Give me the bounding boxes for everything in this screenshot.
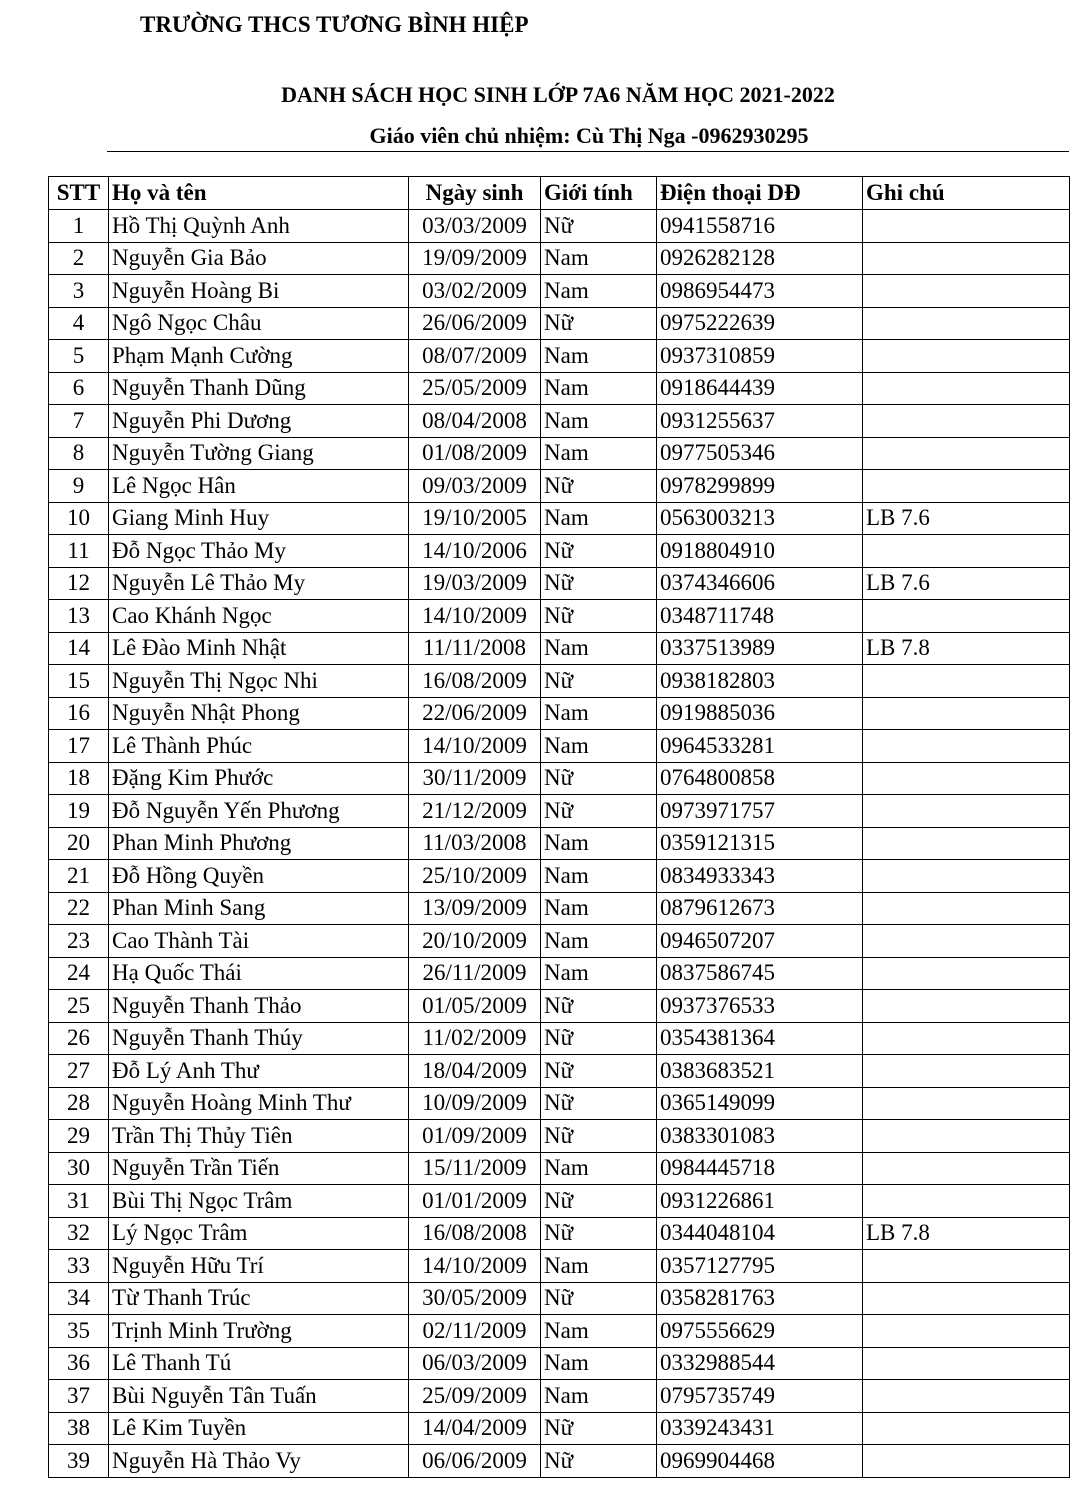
- cell-gender: Nam: [541, 1152, 657, 1185]
- table-row: [49, 990, 1070, 1023]
- cell-dob: 02/11/2009: [409, 1315, 541, 1348]
- cell-phone: 0374346606: [657, 567, 863, 600]
- cell-name: Nguyễn Gia Bảo: [109, 242, 409, 275]
- table-row: [49, 1152, 1070, 1185]
- cell-stt: 36: [49, 1347, 109, 1380]
- cell-name: Đỗ Nguyễn Yến Phương: [109, 795, 409, 828]
- cell-gender: Nữ: [541, 665, 657, 698]
- cell-stt: 13: [49, 600, 109, 633]
- cell-name: Đỗ Ngọc Thảo My: [109, 535, 409, 568]
- table-row: [49, 1380, 1070, 1413]
- cell-gender: Nữ: [541, 470, 657, 503]
- cell-gender: Nam: [541, 405, 657, 438]
- cell-note: [863, 925, 1070, 958]
- cell-gender: Nam: [541, 730, 657, 763]
- cell-stt: 20: [49, 827, 109, 860]
- table-row: [49, 1022, 1070, 1055]
- cell-phone: 0938182803: [657, 665, 863, 698]
- cell-note: [863, 860, 1070, 893]
- cell-name: Phạm Mạnh Cường: [109, 340, 409, 373]
- table-row: [49, 405, 1070, 438]
- cell-phone: 0984445718: [657, 1152, 863, 1185]
- cell-phone: 0365149099: [657, 1087, 863, 1120]
- cell-stt: 33: [49, 1250, 109, 1283]
- cell-dob: 25/10/2009: [409, 860, 541, 893]
- cell-note: [863, 665, 1070, 698]
- cell-stt: 35: [49, 1315, 109, 1348]
- cell-name: Giang Minh Huy: [109, 502, 409, 535]
- cell-dob: 11/02/2009: [409, 1022, 541, 1055]
- cell-phone: 0937376533: [657, 990, 863, 1023]
- cell-dob: 14/10/2009: [409, 730, 541, 763]
- cell-stt: 5: [49, 340, 109, 373]
- cell-note: [863, 405, 1070, 438]
- cell-gender: Nữ: [541, 1217, 657, 1250]
- cell-gender: Nữ: [541, 1120, 657, 1153]
- cell-note: [863, 1120, 1070, 1153]
- cell-dob: 08/04/2008: [409, 405, 541, 438]
- cell-dob: 20/10/2009: [409, 925, 541, 958]
- cell-dob: 11/11/2008: [409, 632, 541, 665]
- table-row: [49, 600, 1070, 633]
- cell-phone: 0931226861: [657, 1185, 863, 1218]
- cell-name: Nguyễn Thanh Thúy: [109, 1022, 409, 1055]
- cell-gender: Nữ: [541, 1412, 657, 1445]
- table-row: [49, 1185, 1070, 1218]
- table-row: [49, 892, 1070, 925]
- cell-gender: Nữ: [541, 1185, 657, 1218]
- cell-dob: 19/03/2009: [409, 567, 541, 600]
- cell-phone: 0977505346: [657, 437, 863, 470]
- cell-dob: 06/03/2009: [409, 1347, 541, 1380]
- cell-gender: Nữ: [541, 1022, 657, 1055]
- cell-phone: 0879612673: [657, 892, 863, 925]
- cell-stt: 17: [49, 730, 109, 763]
- table-row: [49, 1412, 1070, 1445]
- page-title: DANH SÁCH HỌC SINH LỚP 7A6 NĂM HỌC 2021-2022: [281, 82, 835, 107]
- cell-dob: 01/01/2009: [409, 1185, 541, 1218]
- cell-phone: 0973971757: [657, 795, 863, 828]
- cell-note: LB 7.8: [863, 632, 1070, 665]
- cell-dob: 10/09/2009: [409, 1087, 541, 1120]
- cell-dob: 26/11/2009: [409, 957, 541, 990]
- cell-name: Nguyễn Lê Thảo My: [109, 567, 409, 600]
- cell-gender: Nam: [541, 372, 657, 405]
- cell-phone: 0332988544: [657, 1347, 863, 1380]
- cell-note: [863, 340, 1070, 373]
- header-phone: Điện thoại DĐ: [657, 177, 863, 210]
- cell-name: Đỗ Lý Anh Thư: [109, 1055, 409, 1088]
- cell-stt: 12: [49, 567, 109, 600]
- cell-note: [863, 827, 1070, 860]
- cell-gender: Nữ: [541, 1087, 657, 1120]
- table-row: [49, 1055, 1070, 1088]
- table-row: [49, 1445, 1070, 1478]
- cell-name: Lê Đào Minh Nhật: [109, 632, 409, 665]
- table-row: [49, 340, 1070, 373]
- cell-note: [863, 600, 1070, 633]
- student-table: [48, 176, 1070, 1478]
- cell-name: Trần Thị Thủy Tiên: [109, 1120, 409, 1153]
- cell-dob: 03/02/2009: [409, 275, 541, 308]
- cell-gender: Nam: [541, 502, 657, 535]
- cell-name: Cao Thành Tài: [109, 925, 409, 958]
- cell-stt: 4: [49, 307, 109, 340]
- cell-gender: Nam: [541, 697, 657, 730]
- cell-name: Nguyễn Tường Giang: [109, 437, 409, 470]
- cell-phone: 0964533281: [657, 730, 863, 763]
- cell-phone: 0975222639: [657, 307, 863, 340]
- cell-note: [863, 437, 1070, 470]
- table-row: [49, 1087, 1070, 1120]
- cell-phone: 0946507207: [657, 925, 863, 958]
- cell-phone: 0354381364: [657, 1022, 863, 1055]
- cell-stt: 39: [49, 1445, 109, 1478]
- cell-dob: 19/10/2005: [409, 502, 541, 535]
- cell-dob: 09/03/2009: [409, 470, 541, 503]
- cell-note: [863, 242, 1070, 275]
- cell-stt: 26: [49, 1022, 109, 1055]
- cell-gender: Nam: [541, 892, 657, 925]
- cell-dob: 30/05/2009: [409, 1282, 541, 1315]
- cell-note: [863, 1022, 1070, 1055]
- header-stt: STT: [49, 177, 109, 210]
- cell-note: [863, 1315, 1070, 1348]
- table-row: [49, 470, 1070, 503]
- cell-phone: 0919885036: [657, 697, 863, 730]
- cell-note: LB 7.6: [863, 502, 1070, 535]
- cell-dob: 08/07/2009: [409, 340, 541, 373]
- cell-name: Cao Khánh Ngọc: [109, 600, 409, 633]
- table-row: [49, 535, 1070, 568]
- cell-name: Đặng Kim Phước: [109, 762, 409, 795]
- cell-phone: 0969904468: [657, 1445, 863, 1478]
- cell-dob: 06/06/2009: [409, 1445, 541, 1478]
- cell-stt: 2: [49, 242, 109, 275]
- table-row: [49, 730, 1070, 763]
- cell-gender: Nam: [541, 827, 657, 860]
- cell-dob: 30/11/2009: [409, 762, 541, 795]
- cell-stt: 31: [49, 1185, 109, 1218]
- cell-gender: Nam: [541, 275, 657, 308]
- cell-name: Nguyễn Hà Thảo Vy: [109, 1445, 409, 1478]
- cell-name: Nguyễn Thanh Dũng: [109, 372, 409, 405]
- cell-gender: Nam: [541, 340, 657, 373]
- cell-name: Nguyễn Hữu Trí: [109, 1250, 409, 1283]
- cell-gender: Nam: [541, 925, 657, 958]
- cell-note: [863, 730, 1070, 763]
- cell-phone: 0337513989: [657, 632, 863, 665]
- cell-gender: Nữ: [541, 1055, 657, 1088]
- cell-stt: 11: [49, 535, 109, 568]
- table-row: [49, 1347, 1070, 1380]
- cell-phone: 0339243431: [657, 1412, 863, 1445]
- table-row: [49, 957, 1070, 990]
- cell-dob: 14/04/2009: [409, 1412, 541, 1445]
- cell-phone: 0795735749: [657, 1380, 863, 1413]
- cell-note: [863, 1250, 1070, 1283]
- cell-gender: Nam: [541, 1380, 657, 1413]
- cell-name: Lê Thành Phúc: [109, 730, 409, 763]
- cell-stt: 18: [49, 762, 109, 795]
- cell-stt: 21: [49, 860, 109, 893]
- cell-stt: 6: [49, 372, 109, 405]
- cell-name: Đỗ Hồng Quyền: [109, 860, 409, 893]
- table-row: [49, 1120, 1070, 1153]
- cell-gender: Nữ: [541, 210, 657, 243]
- table-row: [49, 632, 1070, 665]
- cell-gender: Nam: [541, 957, 657, 990]
- cell-name: Nguyễn Hoàng Minh Thư: [109, 1087, 409, 1120]
- cell-gender: Nữ: [541, 762, 657, 795]
- cell-note: [863, 892, 1070, 925]
- table-row: [49, 795, 1070, 828]
- cell-phone: 0931255637: [657, 405, 863, 438]
- cell-dob: 14/10/2009: [409, 600, 541, 633]
- cell-dob: 26/06/2009: [409, 307, 541, 340]
- cell-note: [863, 795, 1070, 828]
- cell-stt: 10: [49, 502, 109, 535]
- cell-phone: 0383301083: [657, 1120, 863, 1153]
- student-rows: [49, 210, 1070, 1478]
- cell-phone: 0978299899: [657, 470, 863, 503]
- cell-phone: 0975556629: [657, 1315, 863, 1348]
- cell-phone: 0941558716: [657, 210, 863, 243]
- cell-dob: 25/09/2009: [409, 1380, 541, 1413]
- cell-phone: 0359121315: [657, 827, 863, 860]
- table-row: [49, 827, 1070, 860]
- cell-gender: Nam: [541, 1347, 657, 1380]
- cell-name: Phan Minh Sang: [109, 892, 409, 925]
- cell-note: LB 7.6: [863, 567, 1070, 600]
- cell-dob: 19/09/2009: [409, 242, 541, 275]
- cell-stt: 19: [49, 795, 109, 828]
- cell-note: [863, 275, 1070, 308]
- cell-name: Nguyễn Nhật Phong: [109, 697, 409, 730]
- table-row: [49, 1282, 1070, 1315]
- cell-name: Nguyễn Phi Dương: [109, 405, 409, 438]
- cell-name: Nguyễn Trần Tiến: [109, 1152, 409, 1185]
- cell-stt: 1: [49, 210, 109, 243]
- header-name: Họ và tên: [109, 177, 409, 210]
- cell-gender: Nữ: [541, 990, 657, 1023]
- table-row: [49, 1217, 1070, 1250]
- cell-dob: 14/10/2009: [409, 1250, 541, 1283]
- table-header-row: [49, 177, 1070, 210]
- cell-dob: 16/08/2008: [409, 1217, 541, 1250]
- cell-phone: 0926282128: [657, 242, 863, 275]
- cell-stt: 14: [49, 632, 109, 665]
- cell-dob: 18/04/2009: [409, 1055, 541, 1088]
- table-row: [49, 502, 1070, 535]
- cell-name: Hồ Thị Quỳnh Anh: [109, 210, 409, 243]
- cell-gender: Nam: [541, 242, 657, 275]
- cell-name: Lê Ngọc Hân: [109, 470, 409, 503]
- cell-stt: 8: [49, 437, 109, 470]
- cell-stt: 7: [49, 405, 109, 438]
- cell-note: [863, 990, 1070, 1023]
- cell-note: [863, 1347, 1070, 1380]
- cell-note: [863, 470, 1070, 503]
- cell-name: Phan Minh Phương: [109, 827, 409, 860]
- cell-stt: 24: [49, 957, 109, 990]
- cell-name: Lê Thanh Tú: [109, 1347, 409, 1380]
- cell-dob: 22/06/2009: [409, 697, 541, 730]
- cell-dob: 03/03/2009: [409, 210, 541, 243]
- school-name: TRƯỜNG THCS TƯƠNG BÌNH HIỆP: [140, 12, 529, 37]
- cell-gender: Nam: [541, 1315, 657, 1348]
- cell-name: Ngô Ngọc Châu: [109, 307, 409, 340]
- table-row: [49, 762, 1070, 795]
- cell-gender: Nam: [541, 632, 657, 665]
- cell-gender: Nữ: [541, 795, 657, 828]
- cell-name: Bùi Nguyễn Tân Tuấn: [109, 1380, 409, 1413]
- cell-gender: Nữ: [541, 1445, 657, 1478]
- cell-name: Bùi Thị Ngọc Trâm: [109, 1185, 409, 1218]
- cell-note: [863, 957, 1070, 990]
- cell-phone: 0937310859: [657, 340, 863, 373]
- table-row: [49, 242, 1070, 275]
- table-row: [49, 1315, 1070, 1348]
- table-row: [49, 437, 1070, 470]
- cell-note: [863, 1380, 1070, 1413]
- table-row: [49, 210, 1070, 243]
- cell-name: Nguyễn Hoàng Bi: [109, 275, 409, 308]
- cell-dob: 11/03/2008: [409, 827, 541, 860]
- cell-gender: Nữ: [541, 1282, 657, 1315]
- cell-name: Từ Thanh Trúc: [109, 1282, 409, 1315]
- cell-dob: 01/08/2009: [409, 437, 541, 470]
- cell-stt: 16: [49, 697, 109, 730]
- cell-stt: 38: [49, 1412, 109, 1445]
- cell-stt: 15: [49, 665, 109, 698]
- cell-dob: 25/05/2009: [409, 372, 541, 405]
- cell-note: [863, 1185, 1070, 1218]
- table-row: [49, 275, 1070, 308]
- cell-phone: 0563003213: [657, 502, 863, 535]
- cell-gender: Nữ: [541, 600, 657, 633]
- table-row: [49, 307, 1070, 340]
- table-row: [49, 860, 1070, 893]
- cell-phone: 0986954473: [657, 275, 863, 308]
- cell-note: [863, 697, 1070, 730]
- cell-phone: 0837586745: [657, 957, 863, 990]
- cell-phone: 0348711748: [657, 600, 863, 633]
- cell-phone: 0918804910: [657, 535, 863, 568]
- header-dob: Ngày sinh: [409, 177, 541, 210]
- cell-stt: 37: [49, 1380, 109, 1413]
- table-row: [49, 665, 1070, 698]
- cell-gender: Nam: [541, 1250, 657, 1283]
- table-row: [49, 925, 1070, 958]
- cell-stt: 22: [49, 892, 109, 925]
- table-row: [49, 372, 1070, 405]
- cell-stt: 32: [49, 1217, 109, 1250]
- header-gender: Giới tính: [541, 177, 657, 210]
- cell-gender: Nữ: [541, 535, 657, 568]
- cell-note: [863, 307, 1070, 340]
- cell-note: [863, 1152, 1070, 1185]
- cell-stt: 23: [49, 925, 109, 958]
- cell-gender: Nam: [541, 860, 657, 893]
- cell-name: Trịnh Minh Trường: [109, 1315, 409, 1348]
- cell-phone: 0383683521: [657, 1055, 863, 1088]
- cell-phone: 0344048104: [657, 1217, 863, 1250]
- cell-dob: 15/11/2009: [409, 1152, 541, 1185]
- cell-dob: 16/08/2009: [409, 665, 541, 698]
- cell-note: [863, 372, 1070, 405]
- cell-note: LB 7.8: [863, 1217, 1070, 1250]
- cell-dob: 01/05/2009: [409, 990, 541, 1023]
- cell-phone: 0358281763: [657, 1282, 863, 1315]
- cell-name: Nguyễn Thanh Thảo: [109, 990, 409, 1023]
- cell-note: [863, 1445, 1070, 1478]
- header-note: Ghi chú: [863, 177, 1070, 210]
- cell-note: [863, 210, 1070, 243]
- cell-phone: 0357127795: [657, 1250, 863, 1283]
- cell-phone: 0764800858: [657, 762, 863, 795]
- cell-gender: Nữ: [541, 567, 657, 600]
- cell-gender: Nữ: [541, 307, 657, 340]
- cell-dob: 21/12/2009: [409, 795, 541, 828]
- cell-name: Lê Kim Tuyền: [109, 1412, 409, 1445]
- cell-note: [863, 1055, 1070, 1088]
- cell-note: [863, 762, 1070, 795]
- cell-stt: 29: [49, 1120, 109, 1153]
- cell-stt: 9: [49, 470, 109, 503]
- cell-stt: 34: [49, 1282, 109, 1315]
- cell-phone: 0834933343: [657, 860, 863, 893]
- cell-dob: 14/10/2006: [409, 535, 541, 568]
- cell-name: Hạ Quốc Thái: [109, 957, 409, 990]
- cell-note: [863, 535, 1070, 568]
- table-row: [49, 697, 1070, 730]
- cell-note: [863, 1282, 1070, 1315]
- cell-note: [863, 1087, 1070, 1120]
- homeroom-teacher: Giáo viên chủ nhiệm: Cù Thị Nga -0962930295: [369, 123, 809, 148]
- cell-name: Lý Ngọc Trâm: [109, 1217, 409, 1250]
- cell-stt: 28: [49, 1087, 109, 1120]
- cell-stt: 3: [49, 275, 109, 308]
- cell-phone: 0918644439: [657, 372, 863, 405]
- cell-note: [863, 1412, 1070, 1445]
- table-row: [49, 1250, 1070, 1283]
- cell-stt: 27: [49, 1055, 109, 1088]
- table-row: [49, 567, 1070, 600]
- cell-name: Nguyễn Thị Ngọc Nhi: [109, 665, 409, 698]
- cell-dob: 13/09/2009: [409, 892, 541, 925]
- cell-dob: 01/09/2009: [409, 1120, 541, 1153]
- cell-stt: 30: [49, 1152, 109, 1185]
- cell-stt: 25: [49, 990, 109, 1023]
- title-divider: [107, 151, 1069, 152]
- cell-gender: Nam: [541, 437, 657, 470]
